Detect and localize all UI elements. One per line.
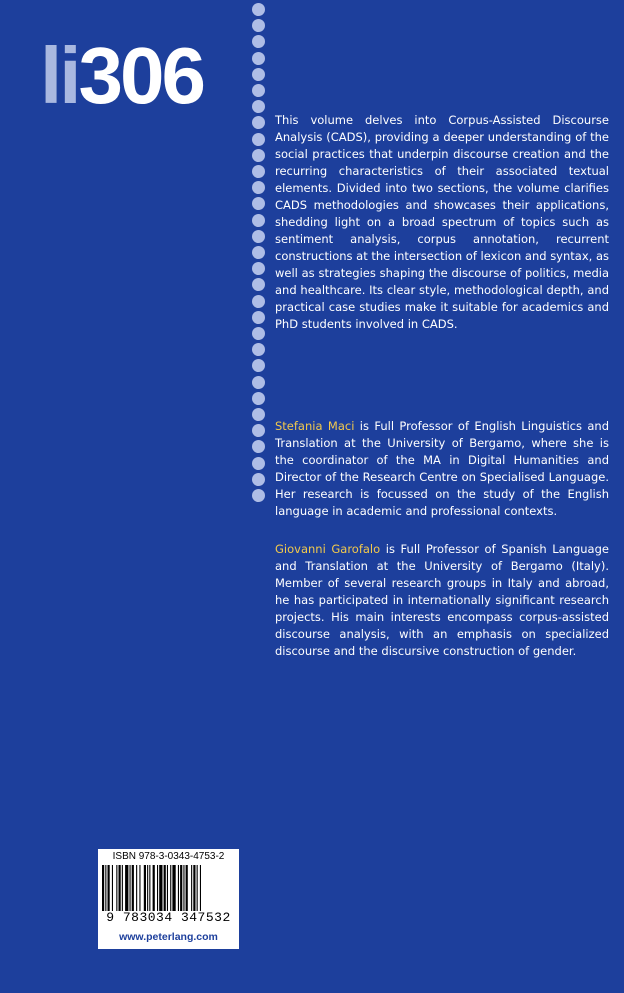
barcode-digits: 9 783034 347532 xyxy=(106,910,231,925)
barcode-bar xyxy=(105,865,106,911)
divider-dot xyxy=(252,230,265,243)
divider-dot xyxy=(252,424,265,437)
barcode-bar xyxy=(119,865,121,911)
barcode-bar xyxy=(164,865,166,911)
author-name-2: Giovanni Garofalo xyxy=(275,542,381,556)
divider-dot xyxy=(252,376,265,389)
divider-dot xyxy=(252,84,265,97)
barcode-bar xyxy=(122,865,123,911)
barcode-bar xyxy=(167,865,168,911)
divider-dot xyxy=(252,278,265,291)
barcode-block xyxy=(98,849,239,949)
barcode-bar xyxy=(136,865,137,911)
divider-dot xyxy=(252,3,265,16)
divider-dot xyxy=(252,35,265,48)
author-name-1: Stefania Maci xyxy=(275,419,355,433)
divider-dot xyxy=(252,392,265,405)
divider-dot xyxy=(252,19,265,32)
author-bio-text-2: is Full Professor of Spanish Language and Translation at the University of Bergamo (Italy). Member of several research groups in Italy and abroad, he has participated in internationally significant research projects. His main interests encompass corpus-assisted discourse analysis, with an emphasis on specialized discourse and the discursive construction of gender. xyxy=(275,542,609,658)
barcode-bar xyxy=(170,865,171,911)
divider-dot xyxy=(252,197,265,210)
divider-dot xyxy=(252,52,265,65)
divider-dot xyxy=(252,100,265,113)
barcode-image xyxy=(98,865,239,913)
barcode-bar xyxy=(130,865,131,911)
divider-dot xyxy=(252,133,265,146)
author-bio-2 xyxy=(275,541,609,660)
divider-dot xyxy=(252,116,265,129)
divider-dot xyxy=(252,473,265,486)
barcode-bar xyxy=(108,865,110,911)
divider-dot xyxy=(252,408,265,421)
author-bio-text-1: is Full Professor of English Linguistics and Translation at the University of Bergamo, where she is the coordinator of the MA in Digital Humanities and Director of the Research Centre on Specialised Language. Her research is focussed on the study of the English language in academic and professional contexts. xyxy=(275,419,610,518)
divider-dot xyxy=(252,327,265,340)
divider-dot xyxy=(252,359,265,372)
barcode-bar xyxy=(193,865,195,911)
barcode-bar xyxy=(125,865,128,911)
publisher-url[interactable]: www.peterlang.com xyxy=(119,931,218,943)
divider-dot xyxy=(252,214,265,227)
divider-dot xyxy=(252,311,265,324)
divider-dot xyxy=(252,343,265,356)
divider-dot xyxy=(252,68,265,81)
blurb-description: This volume delves into Corpus-Assisted Discourse Analysis (CADS), providing a deeper understanding of the social practices that underpin discourse creation and the recurring characteristics of their associated textual elements. Divided into two sections, the volume clarifies CADS methodologies and showcases their applications, shedding light on a broad spectrum of topics such as sentiment analysis, corpus annotation, recurrent constructions at the intersection of lexicon and syntax, as well as strategies shaping the discourse of politics, media and healthcare. Its clear style, methodological depth, and practical case studies make it suitable for academics and PhD students involved in CADS. xyxy=(275,113,609,331)
barcode-bar xyxy=(139,865,140,911)
barcode-bar xyxy=(149,865,150,911)
barcode-bar xyxy=(153,865,155,911)
barcode-bar xyxy=(112,865,113,911)
barcode-bar xyxy=(116,865,117,911)
divider-dot xyxy=(252,295,265,308)
divider-dot xyxy=(252,165,265,178)
isbn-label: ISBN 978-3-0343-4753-2 xyxy=(112,851,225,862)
series-number: 306 xyxy=(78,31,203,120)
divider-dot xyxy=(252,246,265,259)
barcode-bar xyxy=(172,865,175,911)
barcode-bar xyxy=(180,865,182,911)
divider-dot xyxy=(252,489,265,502)
series-logo xyxy=(40,31,203,120)
barcode-bar xyxy=(147,865,148,911)
divider-dot xyxy=(252,262,265,275)
divider-dot xyxy=(252,457,265,470)
barcode-bar xyxy=(200,865,201,911)
divider-dot xyxy=(252,181,265,194)
series-prefix: li xyxy=(40,31,79,120)
author-bio-1 xyxy=(275,418,609,520)
barcode-bar xyxy=(102,865,104,911)
barcode-bar xyxy=(186,865,188,911)
barcode-bar xyxy=(159,865,162,911)
barcode-bar xyxy=(157,865,158,911)
barcode-bar xyxy=(191,865,192,911)
barcode-bar xyxy=(183,865,184,911)
barcode-bar xyxy=(144,865,146,911)
barcode-bar xyxy=(197,865,198,911)
divider-dot xyxy=(252,440,265,453)
barcode-bar xyxy=(178,865,179,911)
divider-dot xyxy=(252,149,265,162)
barcode-bar xyxy=(132,865,134,911)
